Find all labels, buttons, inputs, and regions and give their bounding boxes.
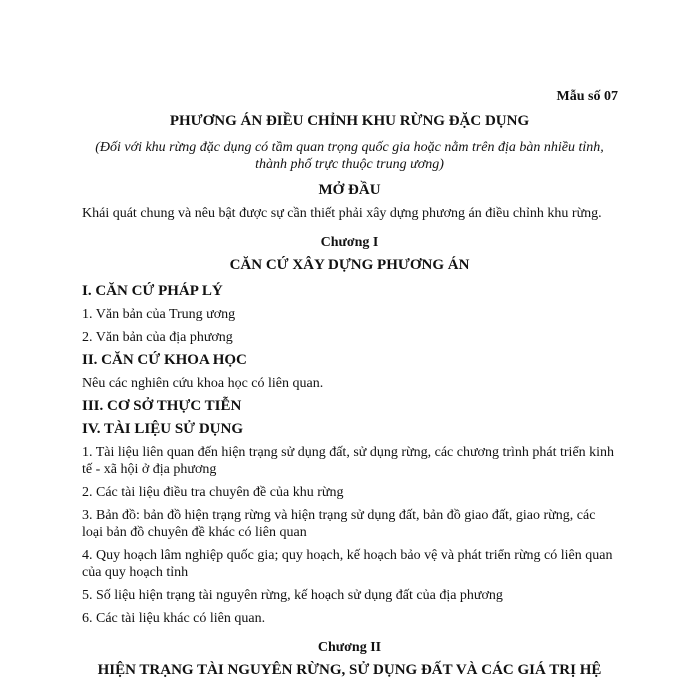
intro-heading: MỞ ĐẦU bbox=[318, 182, 381, 198]
document-subtitle: (Đối với khu rừng đặc dụng có tầm quan trọng quốc gia hoặc nằm trên địa bàn nhiều tỉnh, thành phố trực thuộc trung ương) bbox=[95, 140, 604, 172]
document-body bbox=[82, 113, 617, 679]
section4-item: 5. Số liệu hiện trạng tài nguyên rừng, kế hoạch sử dụng đất của địa phương bbox=[82, 588, 503, 603]
form-number: Mẫu số 07 bbox=[556, 89, 618, 104]
section1-item: 2. Văn bản của địa phương bbox=[82, 330, 233, 345]
section2-text: Nêu các nghiên cứu khoa học có liên quan. bbox=[82, 376, 324, 391]
chapter1-label: Chương I bbox=[320, 235, 379, 250]
section4-item: 1. Tài liệu liên quan đến hiện trạng sử dụng đất, sử dụng rừng, các chương trình phát triển kinh tế - xã hội ở địa phương bbox=[82, 445, 615, 477]
document-title: PHƯƠNG ÁN ĐIỀU CHỈNH KHU RỪNG ĐẶC DỤNG bbox=[169, 113, 530, 129]
chapter2-title: HIỆN TRẠNG TÀI NGUYÊN RỪNG, SỬ DỤNG ĐẤT VÀ CÁC GIÁ TRỊ HỆ bbox=[97, 662, 602, 678]
section4-item: 4. Quy hoạch lâm nghiệp quốc gia; quy hoạch, kế hoạch bảo vệ và phát triển rừng có liên quan của quy hoạch tỉnh bbox=[82, 548, 613, 580]
intro-text: Khái quát chung và nêu bật được sự cần thiết phải xây dựng phương án điều chỉnh khu rừng. bbox=[82, 206, 602, 221]
chapter1-title: CĂN CỨ XÂY DỰNG PHƯƠNG ÁN bbox=[229, 257, 470, 273]
section4-item: 3. Bản đồ: bản đồ hiện trạng rừng và hiện trạng sử dụng đất, bản đồ giao đất, giao rừng, các loại bản đồ chuyên đề khác có liên quan bbox=[82, 508, 596, 540]
chapter2-label: Chương II bbox=[317, 640, 382, 655]
section4-item: 6. Các tài liệu khác có liên quan. bbox=[82, 611, 266, 626]
section4-heading: IV. TÀI LIỆU SỬ DỤNG bbox=[82, 421, 244, 437]
section4-item: 2. Các tài liệu điều tra chuyên đề của khu rừng bbox=[82, 485, 344, 500]
section1-heading: I. CĂN CỨ PHÁP LÝ bbox=[82, 283, 223, 299]
section1-item: 1. Văn bản của Trung ương bbox=[82, 307, 236, 322]
section3-heading: III. CƠ SỞ THỰC TIỄN bbox=[82, 398, 242, 414]
section2-heading: II. CĂN CỨ KHOA HỌC bbox=[82, 352, 247, 368]
